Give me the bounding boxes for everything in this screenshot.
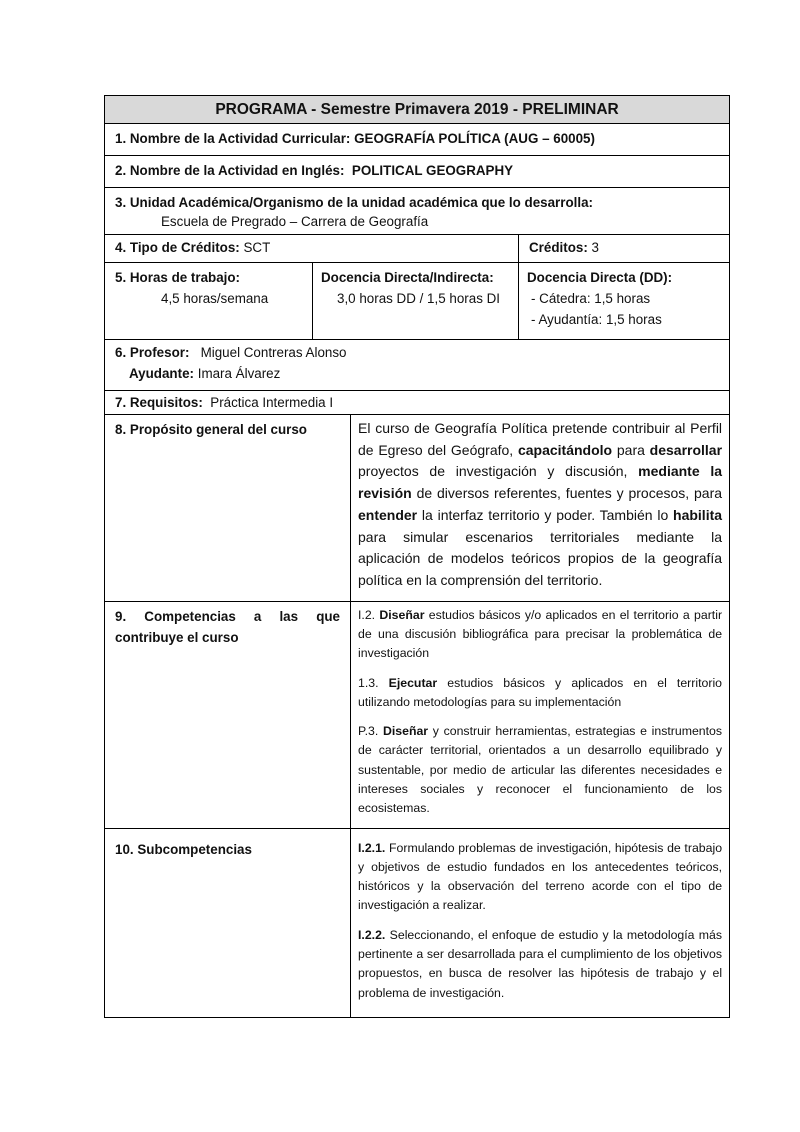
academic-unit-label: 3. Unidad Académica/Organismo de la unidad académica que lo desarrolla: <box>115 195 593 210</box>
row-course-name <box>105 124 730 156</box>
row-subcompetencies <box>105 828 730 1017</box>
assistant-label: Ayudante: <box>129 366 194 381</box>
row-english-name <box>105 156 730 188</box>
competency-item: I.2. Diseñar estudios básicos y/o aplicados en el territorio a partir de una discusión bibliográfica para precisar la problemática de investigación <box>358 607 723 661</box>
english-name-label: 2. Nombre de la Actividad en Inglés: <box>115 163 345 178</box>
program-table <box>104 95 730 1018</box>
credit-type-value: SCT <box>243 240 271 255</box>
course-name-label: 1. Nombre de la Actividad Curricular: <box>115 131 351 146</box>
teaching-mode-label: Docencia Directa/Indirecta: <box>321 270 494 285</box>
academic-unit-value: Escuela de Pregrado – Carrera de Geografía <box>161 214 429 229</box>
subcompetency-item: I.2.1. Formulando problemas de investigación, hipótesis de trabajo y objetivos de estudio fundados en los antecedentes teóricos, históricos y la observación del terreno acorde con el tipo de investigación a realizar. <box>358 840 723 913</box>
professor-label: 6. Profesor: <box>115 345 190 360</box>
purpose-label: 8. Propósito general del curso <box>105 415 351 602</box>
purpose-text: El curso de Geografía Política pretende contribuir al Perfil de Egreso del Geógrafo, capacitándolo para desarrollar proyectos de investigación y discusión, mediante la revisión de diversos referentes, fuentes y procesos, para entender la interfaz territorio y poder. También lo habilita para simular escenarios territoriales mediante la aplicación de modelos teóricos propios de la geografía política en la comprensión del territorio. <box>351 415 730 602</box>
requirements-label: 7. Requisitos: <box>115 395 203 410</box>
competencies-list <box>351 601 730 828</box>
work-hours-value: 4,5 horas/semana <box>161 291 269 306</box>
program-title: PROGRAMA - Semestre Primavera 2019 - PRELIMINAR <box>105 96 730 124</box>
direct-teaching-label: Docencia Directa (DD): <box>527 270 673 285</box>
row-requirements <box>105 391 730 415</box>
english-name-value: POLITICAL GEOGRAPHY <box>351 163 514 178</box>
work-hours-label: 5. Horas de trabajo: <box>115 270 241 285</box>
subcompetencies-list <box>351 828 730 1017</box>
credit-type-label: 4. Tipo de Créditos: <box>115 240 240 255</box>
credits-value: 3 <box>591 240 599 255</box>
header-row <box>105 96 730 124</box>
competencies-label: 9. Competencias a las que contribuye el curso <box>105 601 351 828</box>
subcompetency-item: I.2.2. Seleccionando, el enfoque de estudio y la metodología más pertinente a ser desarrollada para el cumplimiento de los objetivos propuestos, en busca de resolver las hipótesis de trabajo y el problema de investigación. <box>358 927 723 1000</box>
row-credits <box>105 235 730 263</box>
professor-value: Miguel Contreras Alonso <box>200 345 347 360</box>
row-purpose <box>105 415 730 602</box>
teaching-mode-value: 3,0 horas DD / 1,5 horas DI <box>337 291 500 306</box>
subcompetencies-label: 10. Subcompetencias <box>105 828 351 1017</box>
credits-label: Créditos: <box>529 240 588 255</box>
assistant-value: Imara Álvarez <box>197 366 281 381</box>
row-competencies <box>105 601 730 828</box>
row-academic-unit <box>105 188 730 235</box>
lecture-hours: - Cátedra: 1,5 horas <box>531 291 651 306</box>
program-document <box>104 95 729 1018</box>
competency-item: P.3. Diseñar y construir herramientas, estrategias e instrumentos de carácter territorial, orientados a un desarrollo equilibrado y sustentable, por medio de articular las diferentes necesidades e intereses sociales y reconocer el funcionamiento de los ecosistemas. <box>358 724 723 816</box>
course-name-value: GEOGRAFÍA POLÍTICA (AUG – 60005) <box>354 131 595 146</box>
assistantship-hours: - Ayudantía: 1,5 horas <box>531 312 662 327</box>
row-professor <box>105 340 730 391</box>
row-hours <box>105 263 730 340</box>
competency-item: 1.3. Ejecutar estudios básicos y aplicados en el territorio utilizando metodologías para su implementación <box>358 675 723 709</box>
requirements-value: Práctica Intermedia I <box>210 395 334 410</box>
